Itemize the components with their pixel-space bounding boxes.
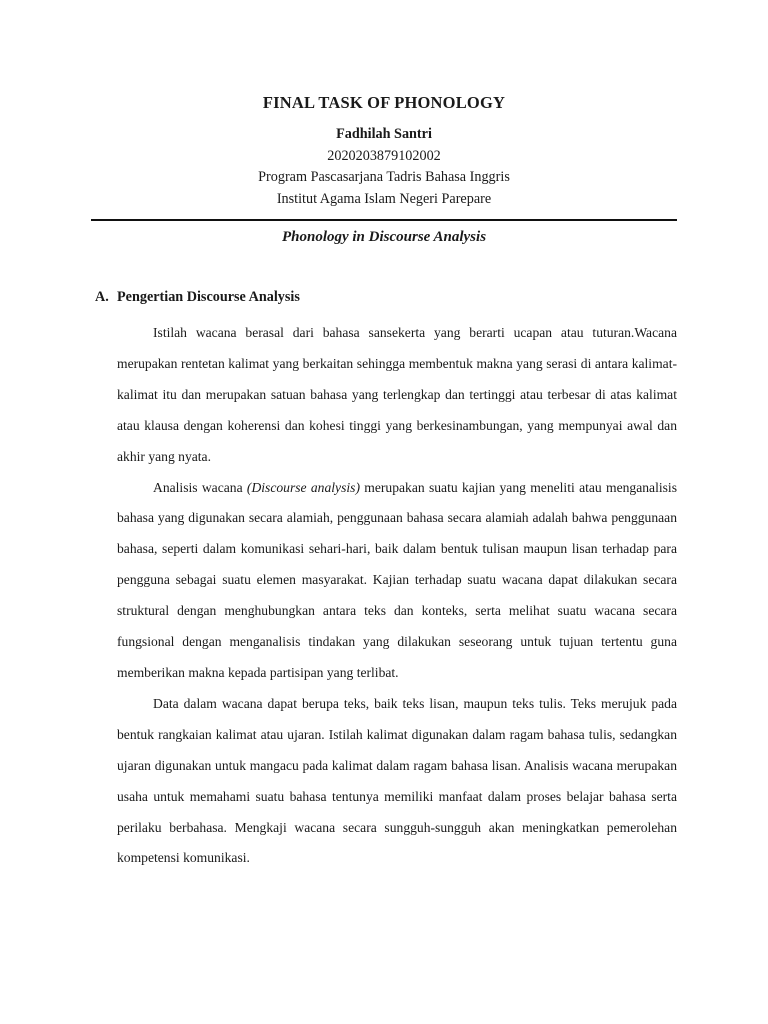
section-heading	[95, 289, 300, 306]
horizontal-divider	[91, 219, 677, 221]
paragraph-2-lead: Analisis wacana	[153, 479, 247, 495]
program-name: Program Pascasarjana Tadris Bahasa Inggris	[258, 169, 510, 185]
paragraph-2-italic-term: (Discourse analysis)	[246, 479, 360, 495]
section-heading-text: Pengertian Discourse Analysis	[117, 289, 300, 305]
paragraph-2	[117, 473, 677, 689]
student-id: 2020203879102002	[327, 147, 441, 164]
paragraph-3: Data dalam wacana dapat berupa teks, baik teks lisan, maupun teks tulis. Teks merujuk pada bentuk rangkaian kalimat atau ujaran. Istilah kalimat digunakan dalam ragam bahasa tulis, sedangkan ujaran digunakan untuk mangacu pada kalimat dalam ragam bahasa lisan. Analisis wacana merupakan usaha untuk memahami suatu bahasa tentunya memiliki manfaat dalam proses belajar bahasa serta perilaku berbahasa. Mengkaji wacana secara sungguh-sungguh akan meningkatkan pemerolehan kompetensi komunikasi.	[117, 695, 677, 866]
paragraph-2-rest: merupakan suatu kajian yang meneliti atau menganalisis bahasa yang digunakan secara alamiah, penggunaan bahasa secara alamiah adalah bahwa penggunaan bahasa, seperti dalam komunikasi sehari-hari, baik dalam bentuk tulisan maupun lisan terhadap para pengguna sebagai suatu elemen masyarakat. Kajian terhadap suatu wacana dapat dilakukan secara struktural dengan menghubungkan antara teks dan konteks, serta melihat suatu wacana secara fungsional dengan menganalisis tindakan yang dilakukan seseorang untuk tujuan tertentu guna memberikan makna kepada partisipan yang terlibat.	[117, 479, 677, 680]
document-title: FINAL TASK OF PHONOLOGY	[262, 93, 506, 112]
document-subtitle: Phonology in Discourse Analysis	[281, 229, 487, 245]
section-marker: A.	[95, 289, 109, 305]
paragraph-1: Istilah wacana berasal dari bahasa sansekerta yang berarti ucapan atau tuturan.Wacana merupakan rentetan kalimat yang berkaitan sehingga membentuk makna yang serasi di antara kalimat-kalimat itu dan merupakan satuan bahasa yang terlengkap dan tertinggi atau terbesar di atas kalimat atau klausa dengan koherensi dan kohesi tinggi yang berkesinambungan, yang mempunyai awal dan akhir yang nyata.	[117, 325, 677, 464]
author-block	[0, 124, 768, 210]
body-text	[117, 318, 677, 874]
author-name: Fadhilah Santri	[336, 126, 432, 142]
institution-name: Institut Agama Islam Negeri Parepare	[276, 190, 492, 207]
